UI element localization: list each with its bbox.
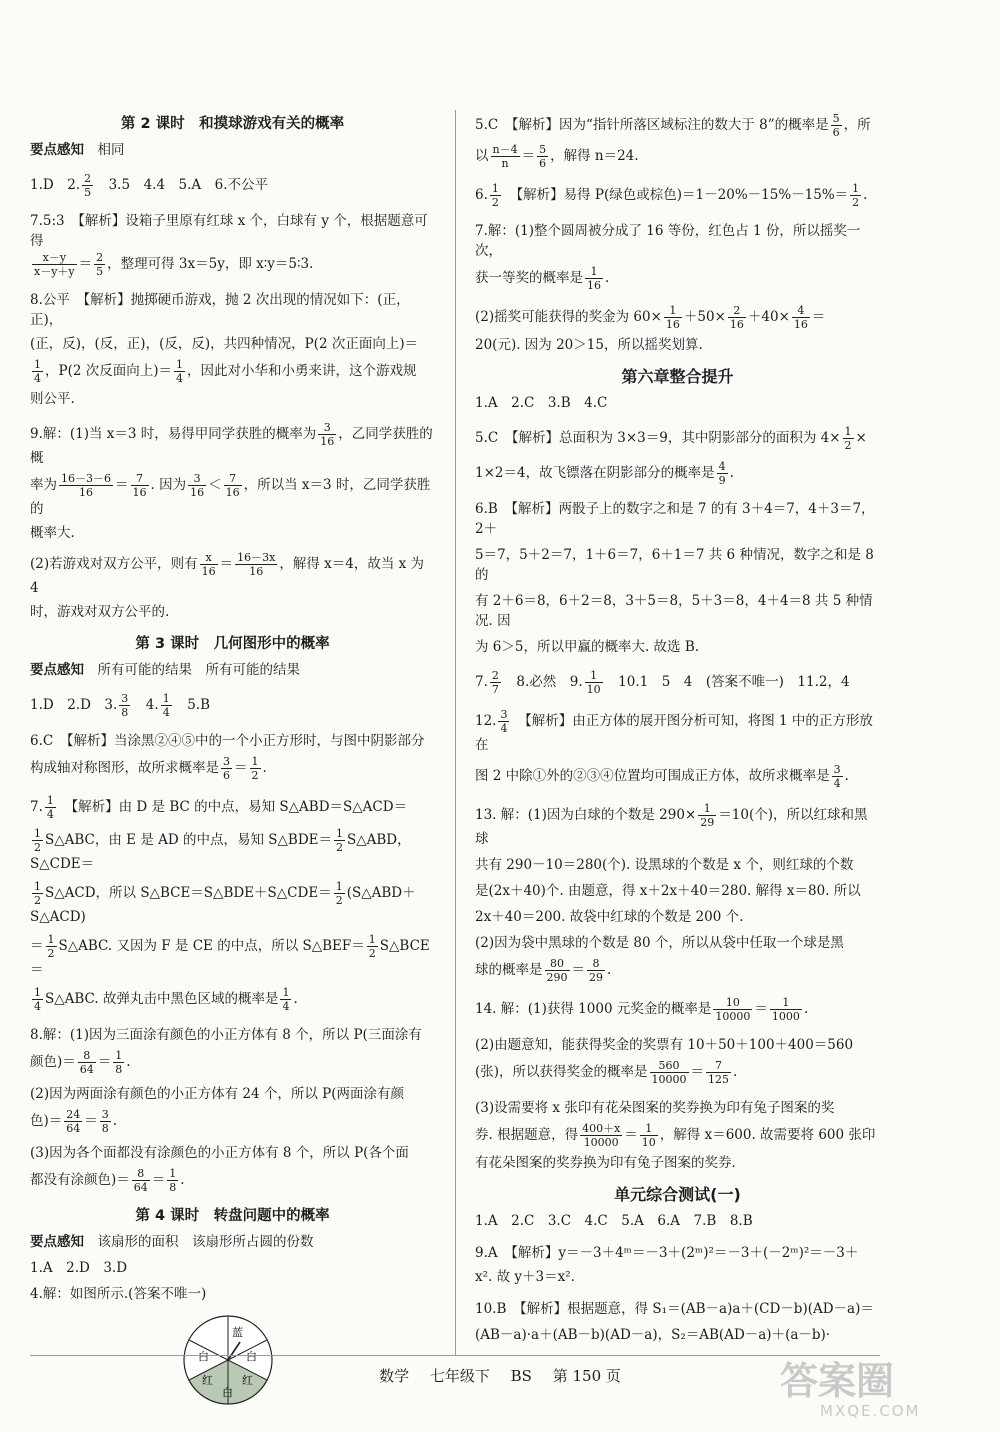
column-divider: [455, 110, 456, 1355]
key-points: 要点感知 所有可能的结果 所有可能的结果: [30, 662, 300, 678]
answer-5: 5.C 【解析】因为“指针所落区域标注的数大于 8”的概率是 $\frac{5}{6}$ ，所: [475, 112, 871, 139]
answer-10: 10.B 【解析】根据题意，得 S₁＝(AB－a)a＋(CD－b)(AD－a)＝: [475, 1301, 874, 1317]
section-title-lesson4: 第 4 课时 转盘问题中的概率: [135, 1208, 330, 1224]
watermark-logo: 答案圈 MXQE.COM: [780, 1359, 921, 1420]
answer-7: 7.5:3 【解析】设箱子里原有红球 x 个，白球有 y 个，根据题意可得: [30, 213, 428, 249]
footer-page-number: 第 150 页: [552, 1367, 621, 1385]
answer-7: 7.解：(1)整个圆周被分成了 16 等份，红色占 1 份，所以摇奖一次，: [475, 223, 861, 259]
wheel-label-white: 白: [246, 1350, 257, 1363]
wheel-label-blue: 蓝: [232, 1326, 243, 1339]
wheel-label-red: 红: [242, 1374, 253, 1387]
wheel-label-red: 红: [202, 1374, 213, 1387]
wheel-label-white: 白: [222, 1386, 233, 1399]
answer-12: 12. $\frac{3}{4}$ 【解析】由正方体的展开图分析可知，将图 1 中的正方形放在: [475, 708, 873, 753]
left-column: 第 2 课时 和摸球游戏有关的概率 要点感知 相同 1.D 2. $\frac{2}{5}$ 3.5 4.4 5.A 6.不公平 7.5:3 【解析】设箱子里原有红球 x 个，白球有 y 个，根据题意可得 $\frac{x-y}{x-y+y}$ ＝ $\frac{2}{5}$ ，整理可得 3x＝5y，即 x∶y＝5∶3. 8.公平 【解析】抛掷硬币游戏，抛 2 次出现的情况如下：(正，正)， (正，反)，(反，正)，(反，反)，共四种情况，P(2 次正面向上)＝ $\frac{1}{4}$ ，P(2 次反面向上)＝ $\frac{1}{4}$ ，因此对小华和小勇来讲，这个游戏规 则公平. 9.解：(1)当 x＝3 时，易得甲同学获胜的概率为 $\frac{3}{16}$ ，乙同学获胜的概 率为 $\frac{16-3-6}{16}$ ＝ $\frac{7}{16}$ . 因为 $\frac{3}{16}$ ＜ $\frac{7}{16}$ ，所以当 x＝3 时，乙同学获胜的 概率大. (2)若游戏对双方公平，则有 $\frac{x}{16}$ ＝ $\frac{16-3x}{16}$ ，解得 x＝4，故当 x 为 4 时，游戏对双方公平的. 第 3 课时 几何图形中的概率 要点感知 所有可能的结果 所有可能的结果 1.D 2.D 3. $\frac{3}{8}$ 4. $\frac{1}{4}$ 5.B 6.C 【解析】当涂黑②④⑤中的一个小正方形时，与图中阴影部分 构成轴对称图形，故所求概率是 $\frac{3}{6}$ ＝ $\frac{1}{2}$ . 7. $\frac{1}{4}$ 【解析】由 D 是 BC 的中点，易知 S△ABD＝S△ACD＝ $\frac{1}{2}$ S△ABC，由 E 是 AD 的中点，易知 S△BDE＝ $\frac{1}{2}$ S△ABD，S△CDE＝ $\frac{1}{2}$ S△ACD，所以 S△BCE＝S△BDE＋S△CDE＝ $\frac{1}{2}$ (S△ABD＋S△ACD) ＝ $\frac{1}{2}$ S△ABC. 又因为 F 是 CE 的中点，所以 S△BEF＝ $\frac{1}{2}$ S△BCE＝ $\frac{1}{4}$ S△ABC. 故弹丸击中黑色区域的概率是 $\frac{1}{4}$ . 8.解：(1)因为三面涂有颜色的小正方体有 8 个，所以 P(三面涂有 颜色)＝ $\frac{8}{64}$ ＝ $\frac{1}{8}$ . (2)因为两面涂有颜色的小正方体有 24 个，所以 P(两面涂有颜 色)＝ $\frac{24}{64}$ ＝ $\frac{3}{8}$ . (3)因为各个面都没有涂颜色的小正方体有 8 个，所以 P(各个面 都没有涂颜色)＝ $\frac{8}{64}$ ＝ $\frac{1}{8}$ . 第 4 课时 转盘问题中的概率 要点感知 该扇形的面积 该扇形所占圆的份数 1.A 2.D 3.D 4.解：如图所示.(答案不唯一) 蓝 白 白 红 红 白: [30, 112, 435, 1408]
answer-14: 14. 解：(1)获得 1000 元奖金的概率是 $\frac{10}{10000}$ ＝ $\frac{1}{1000}$ .: [475, 996, 809, 1023]
key-points: 要点感知 相同: [30, 142, 125, 158]
spinner-wheel-figure: [180, 1312, 276, 1408]
right-column: 5.C 【解析】因为“指针所落区域标注的数大于 8”的概率是 $\frac{5}{6}$ ，所 以 $\frac{n-4}{n}$ ＝ $\frac{5}{6}$ ，解得 n＝24. 6. $\frac{1}{2}$ 【解析】易得 P(绿色或棕色)＝1－20%－15%－15%＝ $\frac{1}{2}$ . 7.解：(1)整个圆周被分成了 16 等份，红色占 1 份，所以摇奖一次， 获一等奖的概率是 $\frac{1}{16}$ . (2)摇奖可能获得的奖金为 60× $\frac{1}{16}$ ＋50× $\frac{2}{16}$ ＋40× $\frac{4}{16}$ ＝ 20(元). 因为 20＞15，所以摇奖划算. 第六章整合提升 1.A 2.C 3.B 4.C 5.C 【解析】总面积为 3×3＝9，其中阴影部分的面积为 4× $\frac{1}{2}$ × 1×2＝4，故飞镖落在阴影部分的概率是 $\frac{4}{9}$ . 6.B 【解析】两骰子上的数字之和是 7 的有 3＋4＝7，4＋3＝7，2＋ 5＝7，5＋2＝7，1＋6＝7，6＋1＝7 共 6 种情况，数字之和是 8 的 有 2＋6＝8，6＋2＝8，3＋5＝8，5＋3＝8，4＋4＝8 共 5 种情况. 因 为 6＞5，所以甲赢的概率大. 故选 B. 7. $\frac{2}{7}$ 8.必然 9. $\frac{1}{10}$ 10.1 5 4 (答案不唯一) 11.2，4 12. $\frac{3}{4}$ 【解析】由正方体的展开图分析可知，将图 1 中的正方形放在 图 2 中除①外的②③④位置均可围成正方体，故所求概率是 $\frac{3}{4}$ . 13. 解：(1)因为白球的个数是 290× $\frac{1}{29}$ ＝10(个)，所以红球和黑球 共有 290－10＝280(个). 设黑球的个数是 x 个，则红球的个数 是(2x＋40)个. 由题意，得 x＋2x＋40＝280. 解得 x＝80. 所以 2x＋40＝200. 故袋中红球的个数是 200 个. (2)因为袋中黑球的个数是 80 个，所以从袋中任取一个球是黑 球的概率是 $\frac{80}{290}$ ＝ $\frac{8}{29}$ . 14. 解：(1)获得 1000 元奖金的概率是 $\frac{10}{10000}$ ＝ $\frac{1}{1000}$ . (2)由题意知，能获得奖金的奖票有 10＋50＋100＋400＝560 (张)，所以获得奖金的概率是 $\frac{560}{10000}$ ＝ $\frac{7}{125}$ . (3)设需要将 x 张印有花朵图案的奖券换为印有兔子图案的奖 券. 根据题意，得 $\frac{400+x}{10000}$ ＝ $\frac{1}{10}$ ，解得 x＝600. 故需要将 600 张印 有花朵图案的奖券换为印有兔子图案的奖券. 单元综合测试(一) 1.A 2.C 3.C 4.C 5.A 6.A 7.B 8.B 9.A 【解析】y＝－3＋4ᵐ＝－3＋(2ᵐ)²＝－3＋(－2ᵐ)²＝－3＋ x². 故 y＋3＝x². 10.B 【解析】根据题意，得 S₁＝(AB－a)a＋(CD－b)(AD－a)＝ (AB－a)·a＋(AB－b)(AD－a)，S₂＝AB(AD－a)＋(a－b)·: [475, 112, 880, 1345]
footer-grade: 七年级下: [429, 1367, 490, 1385]
unit-test-title: 单元综合测试(一): [614, 1185, 741, 1204]
section-title-lesson2: 第 2 课时 和摸球游戏有关的概率: [120, 116, 345, 132]
answer-9: 9.解：(1)当 x＝3 时，易得甲同学获胜的概率为 $\frac{3}{16}$ ，乙同学获胜的概: [30, 421, 433, 466]
wheel-label-white: 白: [198, 1350, 209, 1363]
answer-6: 6.B 【解析】两骰子上的数字之和是 7 的有 3＋4＝7，4＋3＝7，2＋: [475, 501, 875, 537]
answer-9: 9.A 【解析】y＝－3＋4ᵐ＝－3＋(2ᵐ)²＝－3＋(－2ᵐ)²＝－3＋: [475, 1245, 859, 1261]
answer-7: 7. $\frac{1}{4}$ 【解析】由 D 是 BC 的中点，易知 S△ABD＝S△ACD＝: [30, 794, 408, 821]
answer-8: 8.解：(1)因为三面涂有颜色的小正方体有 8 个，所以 P(三面涂有: [30, 1027, 422, 1043]
footer-edition: BS: [510, 1367, 532, 1385]
answer-line: 1.D 2. $\frac{2}{5}$ 3.5 4.4 5.A 6.不公平: [30, 172, 269, 199]
footer-rule: [30, 1355, 880, 1356]
footer-subject: 数学: [379, 1367, 410, 1385]
chapter-title: 第六章整合提升: [621, 367, 734, 386]
answer-8: 8.公平 【解析】抛掷硬币游戏，抛 2 次出现的情况如下：(正，正)，: [30, 292, 410, 328]
answer-6: 6. $\frac{1}{2}$ 【解析】易得 P(绿色或棕色)＝1－20%－15%－15%＝ $\frac{1}{2}$ .: [475, 182, 868, 209]
answer-13: 13. 解：(1)因为白球的个数是 290× $\frac{1}{29}$ ＝10(个)，所以红球和黑球: [475, 802, 868, 847]
key-points: 要点感知 该扇形的面积 该扇形所占圆的份数: [30, 1234, 314, 1250]
section-title-lesson3: 第 3 课时 几何图形中的概率: [135, 636, 330, 652]
answer-6: 6.C 【解析】当涂黑②④⑤中的一个小正方形时，与图中阴影部分: [30, 733, 425, 749]
answer-5: 5.C 【解析】总面积为 3×3＝9，其中阴影部分的面积为 4× $\frac{1}{2}$ ×: [475, 425, 867, 452]
